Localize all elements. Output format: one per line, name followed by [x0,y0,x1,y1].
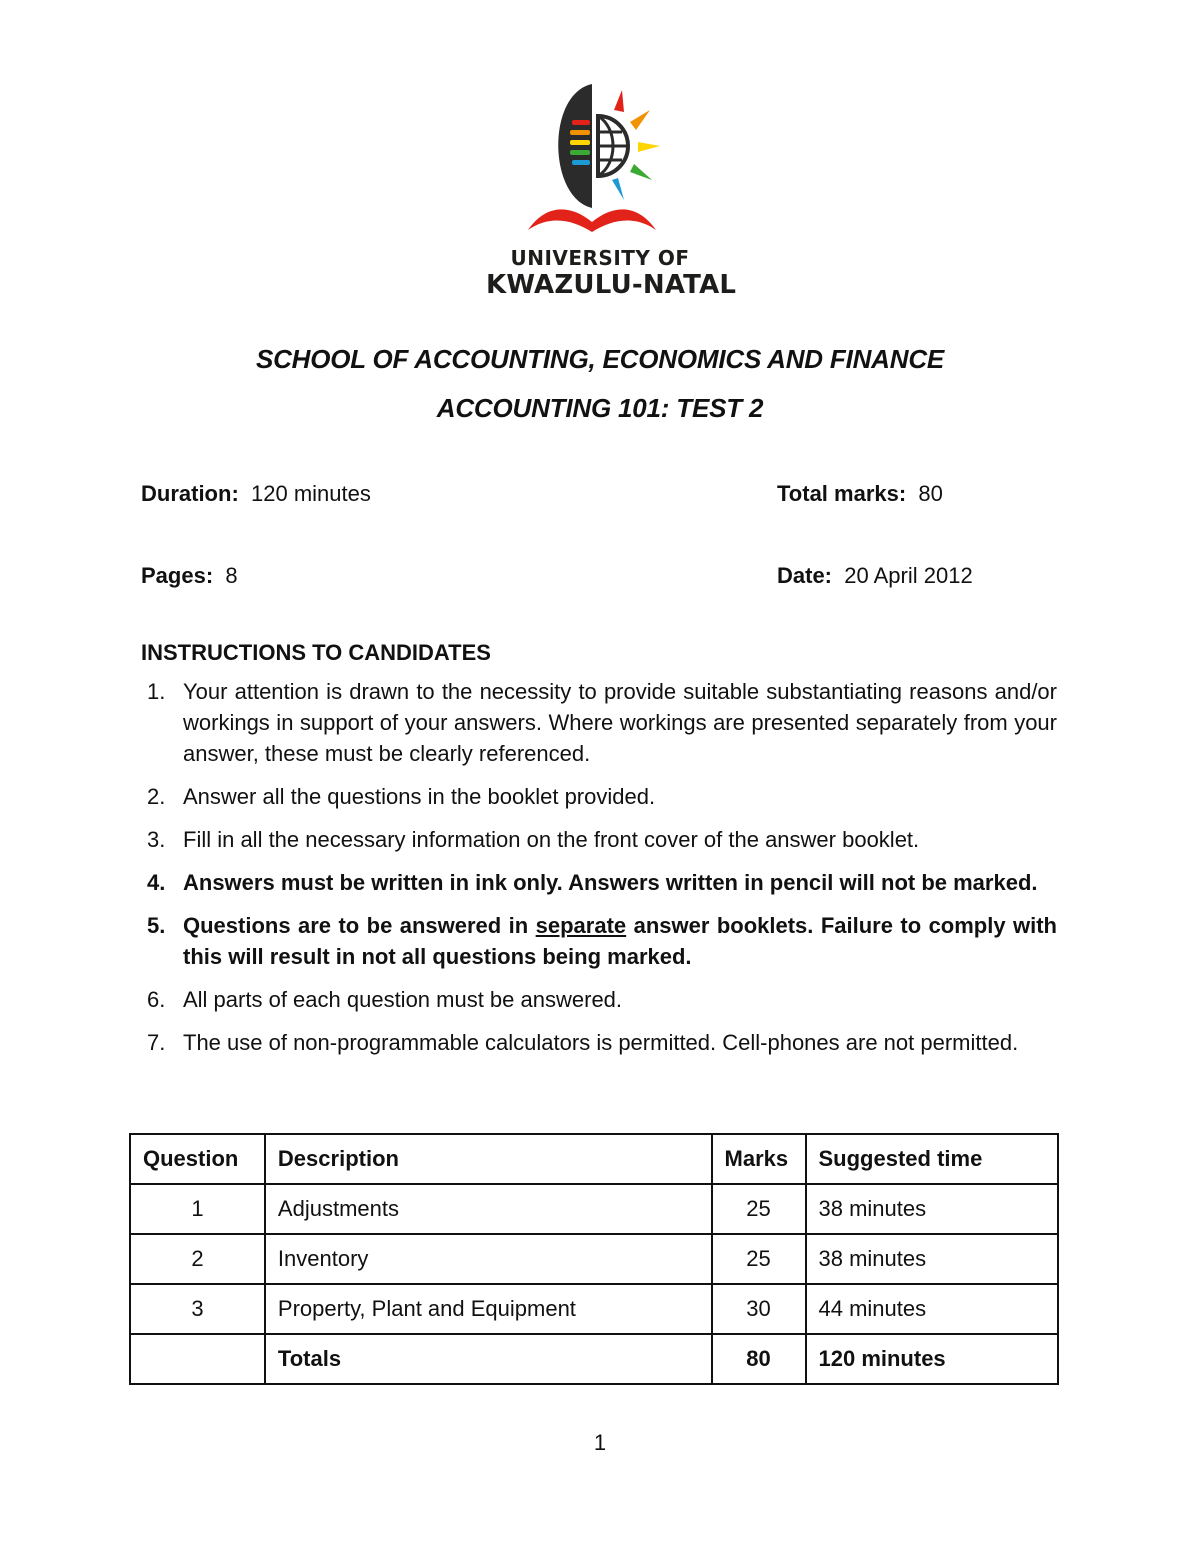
header-question: Question [130,1134,265,1184]
cell-marks: 30 [712,1284,806,1334]
cell-time: 38 minutes [806,1234,1059,1284]
cell-total-marks: 80 [712,1334,806,1384]
cell-time: 44 minutes [806,1284,1059,1334]
test-title: ACCOUNTING 101: TEST 2 [436,393,764,423]
total-marks-info [777,481,943,507]
total-marks-value: 80 [918,481,943,506]
cell-question [130,1334,265,1384]
questions-table [129,1133,1059,1385]
cell-question: 1 [130,1184,265,1234]
instruction-text: The use of non-programmable calculators is permitted. Cell-phones are not permitted. [183,1030,1019,1055]
instruction-number: 1. [147,679,166,704]
cell-total-time: 120 minutes [806,1334,1059,1384]
university-logo [486,80,737,300]
total-marks-label: Total marks: [777,481,907,506]
table-row [130,1184,1058,1234]
logo-text-line2: KWAZULU-NATAL [486,270,737,300]
instruction-item [141,676,1057,769]
cell-totals-label: Totals [265,1334,712,1384]
header-marks: Marks [712,1134,806,1184]
duration-value: 120 minutes [251,481,371,506]
instruction-number: 4. [147,870,166,895]
instruction-item [141,867,1057,898]
school-title: SCHOOL OF ACCOUNTING, ECONOMICS AND FINANCE [255,344,945,374]
instruction-number: 5. [147,913,166,938]
cell-description: Property, Plant and Equipment [265,1284,712,1334]
logo-text-line1: UNIVERSITY OF [510,246,690,270]
cell-time: 38 minutes [806,1184,1059,1234]
instruction-text: Answer all the questions in the booklet provided. [183,784,656,809]
instruction-text: Answers must be written in ink only. Answers written in pencil will not be marked. [183,870,1038,895]
duration-info [141,481,371,507]
header-suggested-time: Suggested time [806,1134,1059,1184]
instruction-text: Questions are to be answered in [183,913,536,938]
instruction-text: All parts of each question must be answered. [183,987,623,1012]
instructions-list [141,676,1057,1070]
date-label: Date: [777,563,833,588]
table-totals-row [130,1334,1058,1384]
instruction-text-underlined: separate [535,913,627,938]
cell-question: 2 [130,1234,265,1284]
instruction-item [141,781,1057,812]
table-header-row [130,1134,1058,1184]
instruction-text: answer booklets. Failure to comply with this will result in not all questions being marked. [183,913,1057,969]
cell-marks: 25 [712,1234,806,1284]
cell-description: Inventory [265,1234,712,1284]
ukzn-emblem-icon [486,80,714,240]
instruction-item [141,984,1057,1015]
instruction-item [141,824,1057,855]
instruction-number: 2. [147,784,166,809]
instruction-item [141,910,1057,972]
cell-marks: 25 [712,1184,806,1234]
duration-label: Duration: [141,481,239,506]
date-value: 20 April 2012 [844,563,973,588]
header-description: Description [265,1134,712,1184]
page-number: 1 [593,1430,607,1455]
instruction-item [141,1027,1057,1058]
table-row [130,1284,1058,1334]
pages-value: 8 [225,563,238,588]
table-row [130,1234,1058,1284]
instruction-number: 3. [147,827,166,852]
instruction-text: Your attention is drawn to the necessity to provide suitable substantiating reasons and/or workings in support of your answers. Where workings are presented separately from your answer, these must be clearly referenced. [183,679,1057,766]
instructions-title: INSTRUCTIONS TO CANDIDATES [141,640,491,665]
instruction-number: 6. [147,987,166,1012]
pages-info [141,563,238,589]
date-info [777,563,973,589]
cell-description: Adjustments [265,1184,712,1234]
cell-question: 3 [130,1284,265,1334]
instruction-text: Fill in all the necessary information on the front cover of the answer booklet. [183,827,920,852]
instruction-number: 7. [147,1030,166,1055]
pages-label: Pages: [141,563,214,588]
